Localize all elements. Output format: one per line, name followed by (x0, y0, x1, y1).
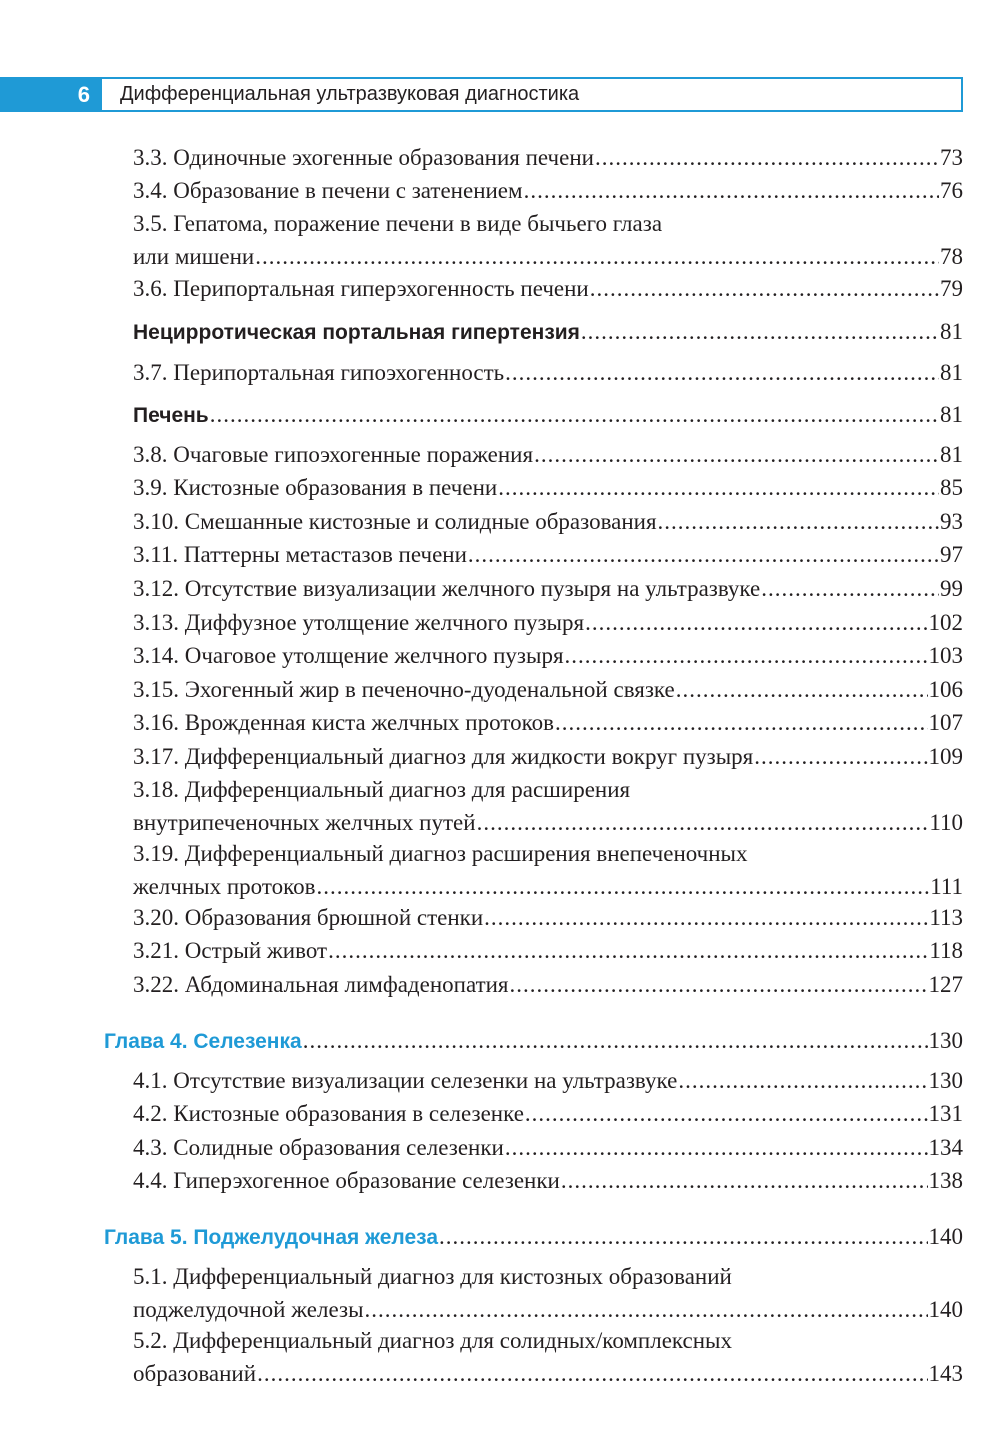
toc-entry-page: 127 (928, 972, 963, 997)
toc-entry-page: 131 (928, 1101, 963, 1126)
toc-entry-title-line1: 3.18. Дифференциальный диагноз для расширения (133, 777, 631, 802)
toc-entry-page: 130 (928, 1028, 963, 1053)
toc-entry-page: 107 (928, 710, 963, 735)
toc-entry-page: 76 (940, 178, 963, 203)
toc-entry-5-2[interactable] (133, 1326, 963, 1392)
toc-entry-title: 4.3. Солидные образования селезенки (133, 1135, 504, 1160)
toc-section-liver[interactable] (133, 400, 963, 433)
toc-entry-3-6[interactable] (133, 274, 963, 307)
leader-dots (525, 1099, 928, 1129)
leader-dots (761, 574, 939, 604)
toc-entry-4-4[interactable] (133, 1166, 963, 1199)
leader-dots (590, 274, 939, 304)
toc-entry-4-2[interactable] (133, 1099, 963, 1132)
toc-entry-page: 111 (930, 874, 963, 899)
toc-chapter-4[interactable] (104, 1026, 963, 1059)
toc-entry-title: 3.15. Эхогенный жир в печеночно-дуоденальной связке (133, 677, 675, 702)
leader-dots (468, 540, 939, 570)
toc-entry-page: 140 (928, 1224, 963, 1249)
toc-entry-4-1[interactable] (133, 1066, 963, 1099)
toc-chapter-title: Глава 5. Поджелудочная железа (104, 1226, 439, 1249)
toc-entry-title: 4.2. Кистозные образования в селезенке (133, 1101, 524, 1126)
leader-dots (595, 143, 939, 173)
leader-dots (561, 1166, 928, 1196)
toc-entry-page: 93 (940, 509, 963, 534)
toc-entry-3-10[interactable] (133, 507, 963, 540)
toc-entry-title: 3.10. Смешанные кистозные и солидные образования (133, 509, 657, 534)
toc-entry-page: 81 (940, 442, 963, 467)
toc-chapter-title: Глава 4. Селезенка (104, 1030, 302, 1053)
leader-dots (365, 1295, 928, 1325)
leader-dots (328, 936, 928, 966)
toc-section-portal-hypertension[interactable] (133, 317, 963, 350)
toc-entry-3-19[interactable] (133, 839, 963, 905)
toc-entry-title-line1: 3.19. Дифференциальный диагноз расширения внепеченочных (133, 841, 748, 866)
toc-entry-page: 143 (928, 1361, 963, 1386)
toc-entry-page: 106 (928, 677, 963, 702)
toc-entry-title-line2: внутрипеченочных желчных путей (133, 810, 476, 835)
leader-dots (581, 317, 939, 347)
leader-dots (585, 608, 927, 638)
toc-chapter-5[interactable] (104, 1222, 963, 1255)
toc-entry-page: 140 (928, 1297, 963, 1322)
toc-entry-title: 3.13. Диффузное утолщение желчного пузыря (133, 610, 585, 635)
toc-entry-title-line2: поджелудочной железы (133, 1297, 364, 1322)
toc-entry-title-line2: желчных протоков (133, 874, 316, 899)
toc-entry-title: 3.7. Перипортальная гипоэхогенность (133, 360, 505, 385)
toc-entry-page: 73 (940, 145, 963, 170)
toc-entry-3-14[interactable] (133, 641, 963, 674)
toc-entry-title-line1: 3.5. Гепатома, поражение печени в виде бычьего глаза (133, 211, 663, 236)
toc-entry-page: 97 (940, 542, 963, 567)
leader-dots (498, 473, 939, 503)
toc-entry-title: 3.21. Острый живот (133, 938, 328, 963)
toc-entry-page: 110 (929, 810, 963, 835)
toc-entry-title: 3.17. Дифференциальный диагноз для жидкости вокруг пузыря (133, 744, 754, 769)
page-number: 6 (0, 77, 100, 112)
leader-dots (678, 1066, 927, 1096)
toc-entry-title: 3.4. Образование в печени с затенением (133, 178, 523, 203)
toc-entry-5-1[interactable] (133, 1262, 963, 1328)
toc-entry-title: 3.9. Кистозные образования в печени (133, 475, 498, 500)
toc-entry-3-17[interactable] (133, 742, 963, 775)
leader-dots (754, 742, 927, 772)
toc-entry-title: 4.4. Гиперэхогенное образование селезенки (133, 1168, 560, 1193)
toc-entry-page: 113 (929, 905, 963, 930)
leader-dots (505, 358, 939, 388)
toc-entry-title: 3.14. Очаговое утолщение желчного пузыря (133, 643, 564, 668)
toc-entry-page: 134 (928, 1135, 963, 1160)
leader-dots (484, 903, 928, 933)
toc-entry-3-11[interactable] (133, 540, 963, 573)
toc-section-title: Печень (133, 404, 209, 427)
toc-entry-title-line2: или мишени (133, 244, 255, 269)
toc-entry-3-8[interactable] (133, 440, 963, 473)
toc-entry-page: 130 (928, 1068, 963, 1093)
toc-entry-title-line1: 5.2. Дифференциальный диагноз для солидных/комплексных (133, 1328, 732, 1353)
toc-entry-page: 109 (928, 744, 963, 769)
leader-dots (534, 440, 939, 470)
leader-dots (316, 872, 929, 902)
leader-dots (505, 1133, 928, 1163)
toc-entry-page: 138 (928, 1168, 963, 1193)
toc-entry-3-21[interactable] (133, 936, 963, 969)
toc-entry-page: 103 (928, 643, 963, 668)
leader-dots (565, 641, 928, 671)
toc-entry-3-20[interactable] (133, 903, 963, 936)
toc-entry-page: 102 (928, 610, 963, 635)
toc-entry-title: 3.22. Абдоминальная лимфаденопатия (133, 972, 509, 997)
toc-entry-title: 3.20. Образования брюшной стенки (133, 905, 484, 930)
leader-dots (676, 675, 928, 705)
leader-dots (477, 808, 929, 838)
toc-entry-title-line2: образований (133, 1361, 257, 1386)
leader-dots (257, 1359, 927, 1389)
toc-entry-page: 78 (940, 244, 963, 269)
toc-entry-page: 79 (940, 276, 963, 301)
toc-entry-3-5[interactable] (133, 209, 963, 275)
toc-entry-3-13[interactable] (133, 608, 963, 641)
toc-entry-page: 81 (940, 402, 963, 427)
leader-dots (555, 708, 928, 738)
toc-entry-title: 3.8. Очаговые гипоэхогенные поражения (133, 442, 534, 467)
toc-entry-title: 3.16. Врожденная киста желчных протоков (133, 710, 554, 735)
toc-entry-3-18[interactable] (133, 775, 963, 841)
toc-entry-3-12[interactable] (133, 574, 963, 607)
toc-entry-3-9[interactable] (133, 473, 963, 506)
toc-entry-3-15[interactable] (133, 675, 963, 708)
toc-entry-3-7[interactable] (133, 358, 963, 391)
leader-dots (524, 176, 939, 206)
toc-entry-title-line1: 5.1. Дифференциальный диагноз для кистозных образований (133, 1264, 732, 1289)
leader-dots (303, 1026, 928, 1056)
toc-entry-page: 85 (940, 475, 963, 500)
toc-entry-page: 99 (940, 576, 963, 601)
toc-entry-title: 4.1. Отсутствие визуализации селезенки на ультразвуке (133, 1068, 678, 1093)
toc-entry-4-3[interactable] (133, 1133, 963, 1166)
toc-entry-3-4[interactable] (133, 176, 963, 209)
toc-entry-3-22[interactable] (133, 970, 963, 1003)
leader-dots (255, 242, 939, 272)
toc-entry-title: 3.12. Отсутствие визуализации желчного пузыря на ультразвуке (133, 576, 761, 601)
leader-dots (439, 1222, 927, 1252)
toc-entry-title: 3.11. Паттерны метастазов печени (133, 542, 467, 567)
toc-entry-3-16[interactable] (133, 708, 963, 741)
leader-dots (210, 400, 939, 430)
running-title: Дифференциальная ультразвуковая диагностика (120, 83, 580, 105)
toc-entry-title: 3.6. Перипортальная гиперэхогенность печени (133, 276, 589, 301)
leader-dots (510, 970, 928, 1000)
toc-entry-page: 118 (929, 938, 963, 963)
leader-dots (658, 507, 939, 537)
toc-entry-page: 81 (940, 360, 963, 385)
toc-entry-page: 81 (940, 319, 963, 344)
toc-section-title: Нецирротическая портальная гипертензия (133, 321, 580, 344)
toc-entry-title: 3.3. Одиночные эхогенные образования печени (133, 145, 594, 170)
toc-entry-3-3[interactable] (133, 143, 963, 176)
